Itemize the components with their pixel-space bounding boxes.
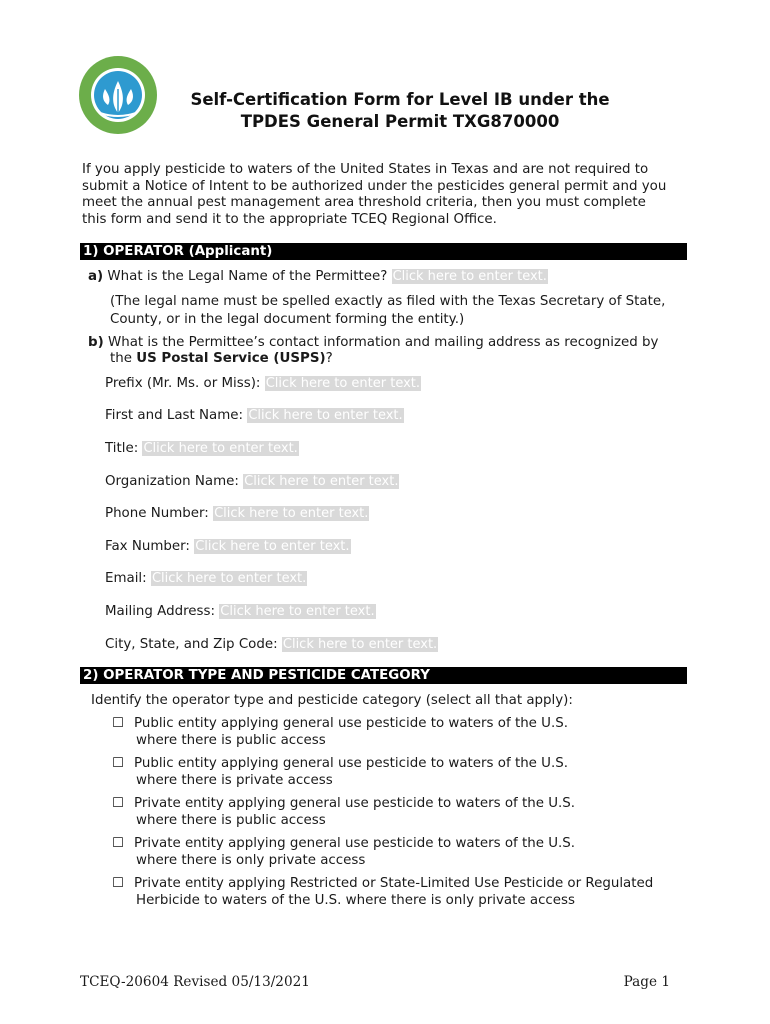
question-a-text: What is the Legal Name of the Permittee? [107, 269, 388, 284]
fax-row [105, 538, 351, 555]
checkbox-icon[interactable]: ☐ [112, 836, 125, 851]
form-title [150, 89, 650, 133]
legal-name-note-line2: County, or in the legal document forming the entity.) [110, 311, 465, 327]
option-public-private[interactable] [112, 756, 702, 789]
question-b-label: b) [88, 335, 104, 350]
name-label: First and Last Name: [105, 408, 244, 423]
option-line2: where there is only private access [136, 852, 366, 868]
email-field[interactable]: Click here to enter text. [151, 571, 307, 586]
title-label: Title: [105, 441, 139, 456]
legal-name-field[interactable]: Click here to enter text. [392, 269, 547, 284]
option-line1: Private entity applying general use pesticide to waters of the U.S. [134, 836, 576, 851]
phone-label: Phone Number: [105, 506, 209, 521]
fax-field[interactable]: Click here to enter text. [195, 539, 350, 554]
option-line1: Public entity applying general use pesticide to waters of the U.S. [134, 756, 568, 771]
option-line1: Public entity applying general use pesticide to waters of the U.S. [134, 716, 568, 731]
name-row [105, 407, 404, 424]
prefix-label: Prefix (Mr. Ms. or Miss): [105, 376, 261, 391]
option-line2: where there is private access [136, 772, 333, 788]
question-b [88, 334, 658, 351]
question-b-text: What is the Permittee’s contact information and mailing address as recognized by [107, 335, 659, 350]
form-id: TCEQ-20604 Revised 05/13/2021 [80, 974, 310, 990]
section1-heading: 1) OPERATOR (Applicant) [80, 243, 687, 260]
email-row [105, 570, 307, 587]
option-line1: Private entity applying Restricted or State-Limited Use Pesticide or Regulated [134, 876, 654, 891]
section2-instruction: Identify the operator type and pesticide category (select all that apply): [91, 693, 573, 708]
intro-line: submit a Notice of Intent to be authorized under the pesticides general permit and you [82, 178, 667, 194]
organization-field[interactable]: Click here to enter text. [244, 474, 399, 489]
fax-label: Fax Number: [105, 539, 190, 554]
checkbox-icon[interactable]: ☐ [112, 796, 125, 811]
phone-field[interactable]: Click here to enter text. [214, 506, 369, 521]
question-b-line2 [110, 350, 333, 367]
option-public-public[interactable] [112, 716, 702, 749]
question-a [88, 268, 548, 285]
option-private-private[interactable] [112, 836, 702, 869]
option-private-public[interactable] [112, 796, 702, 829]
title-row [105, 440, 299, 457]
option-line2: where there is public access [136, 732, 326, 748]
intro-line: meet the annual pest management area threshold criteria, then you must complete [82, 195, 646, 210]
organization-row [105, 473, 399, 490]
tceq-logo [78, 55, 158, 135]
option-line1: Private entity applying general use pesticide to waters of the U.S. [134, 796, 576, 811]
usps-emphasis: US Postal Service (USPS) [136, 351, 326, 366]
prefix-field[interactable]: Click here to enter text. [265, 376, 421, 391]
question-b-line2-post: ? [325, 351, 333, 366]
legal-name-note-line1: (The legal name must be spelled exactly as filed with the Texas Secretary of State, [110, 294, 666, 309]
phone-row [105, 505, 369, 522]
tceq-seal-icon [78, 55, 158, 135]
intro-paragraph [82, 162, 692, 228]
mailing-address-row [105, 603, 376, 620]
title-field[interactable]: Click here to enter text. [143, 441, 298, 456]
question-b-line2-pre: the [110, 351, 137, 366]
organization-label: Organization Name: [105, 474, 239, 489]
intro-line: this form and send it to the appropriate TCEQ Regional Office. [82, 211, 497, 227]
page-number: Page 1 [623, 974, 670, 990]
form-title-line2: TPDES General Permit TXG870000 [240, 112, 560, 131]
prefix-row [105, 375, 421, 392]
form-title-line1: Self-Certification Form for Level IB under the [190, 90, 610, 109]
city-state-zip-row [105, 636, 438, 653]
mailing-address-label: Mailing Address: [105, 604, 216, 619]
option-line2: where there is public access [136, 812, 326, 828]
question-a-label: a) [88, 269, 104, 284]
checkbox-icon[interactable]: ☐ [112, 876, 125, 891]
city-state-zip-field[interactable]: Click here to enter text. [282, 637, 438, 652]
email-label: Email: [105, 571, 147, 586]
city-state-zip-label: City, State, and Zip Code: [105, 637, 278, 652]
option-line2: Herbicide to waters of the U.S. where there is only private access [136, 892, 575, 908]
legal-name-note [110, 293, 700, 328]
option-restricted-private[interactable] [112, 876, 702, 909]
name-field[interactable]: Click here to enter text. [248, 408, 403, 423]
checkbox-icon[interactable]: ☐ [112, 716, 125, 731]
section2-heading: 2) OPERATOR TYPE AND PESTICIDE CATEGORY [80, 667, 687, 684]
mailing-address-field[interactable]: Click here to enter text. [220, 604, 375, 619]
checkbox-icon[interactable]: ☐ [112, 756, 125, 771]
intro-line: If you apply pesticide to waters of the United States in Texas and are not required to [82, 162, 649, 177]
